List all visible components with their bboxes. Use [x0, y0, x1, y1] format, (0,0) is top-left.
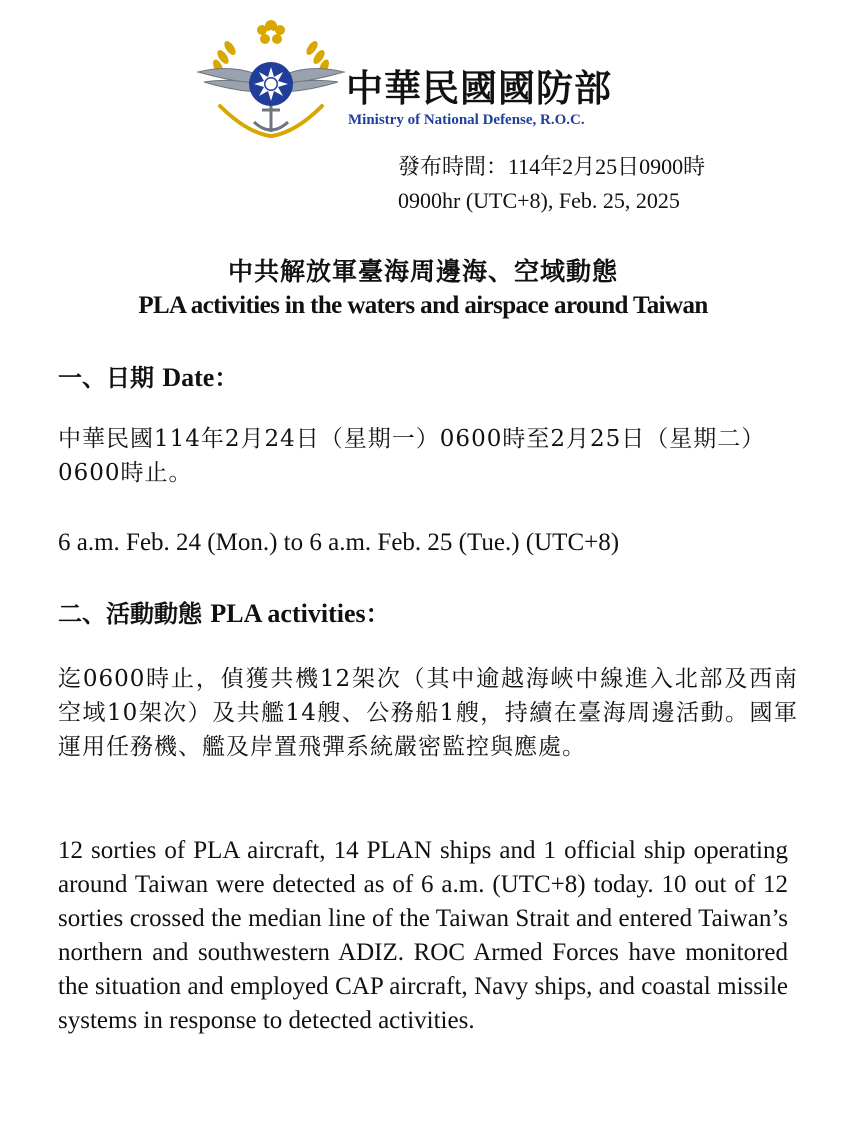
section-date-heading [58, 358, 238, 393]
title-en: PLA activities in the waters and airspace around Taiwan [138, 292, 708, 319]
release-time [398, 150, 705, 218]
ministry-name-zh: 中華民國國防部 [346, 67, 612, 110]
ministry-name-en: Ministry of National Defense, R.O.C. [348, 112, 585, 128]
ministry-emblem-icon [190, 14, 352, 142]
section-date-heading-colon: ： [214, 363, 239, 392]
section-activities-heading-colon: ： [365, 599, 390, 628]
section-date-heading-zh: 一、日期 [58, 363, 154, 392]
section-date-body-en: 6 a.m. Feb. 24 (Mon.) to 6 a.m. Feb. 25 (Tue.) (UTC+8) [58, 529, 620, 556]
section-activities-heading-en: PLA activities [210, 599, 366, 628]
section-date-body-zh: 中華民國114年2月24日（星期一）0600時至2月25日（星期二）0600時止。 [58, 426, 766, 486]
release-time-zh: 發布時間：114年2月25日0900時 [398, 154, 706, 179]
release-time-en: 0900hr (UTC+8), Feb. 25, 2025 [398, 188, 680, 213]
section-date-heading-en: Date [162, 363, 215, 392]
title-zh: 中共解放軍臺海周邊海、空域動態 [227, 257, 618, 286]
section-activities-body-zh: 迄0600時止，偵獲共機12架次（其中逾越海峽中線進入北部及西南空域10架次）及共艦14艘、公務船1艘，持續在臺海周邊活動。國軍運用任務機、艦及岸置飛彈系統嚴密監控與應處。 [58, 666, 798, 760]
document-title [0, 254, 846, 322]
section-activities-body-en: 12 sorties of PLA aircraft, 14 PLAN ships and 1 official ship operating around Taiwan were detected as of 6 a.m. (UTC+8) today. 10 out of 12 sorties crossed the median line of the Taiwan Strait and entered Taiwan’s northern and southwestern ADIZ. ROC Armed Forces have monitored the situation and employed CAP aircraft, Navy ships, and coastal missile systems in response to detected activities. [58, 837, 788, 1034]
section-activities-heading-zh: 二、活動動態 [58, 599, 202, 628]
letterhead [190, 14, 670, 144]
section-activities-heading [58, 594, 390, 629]
